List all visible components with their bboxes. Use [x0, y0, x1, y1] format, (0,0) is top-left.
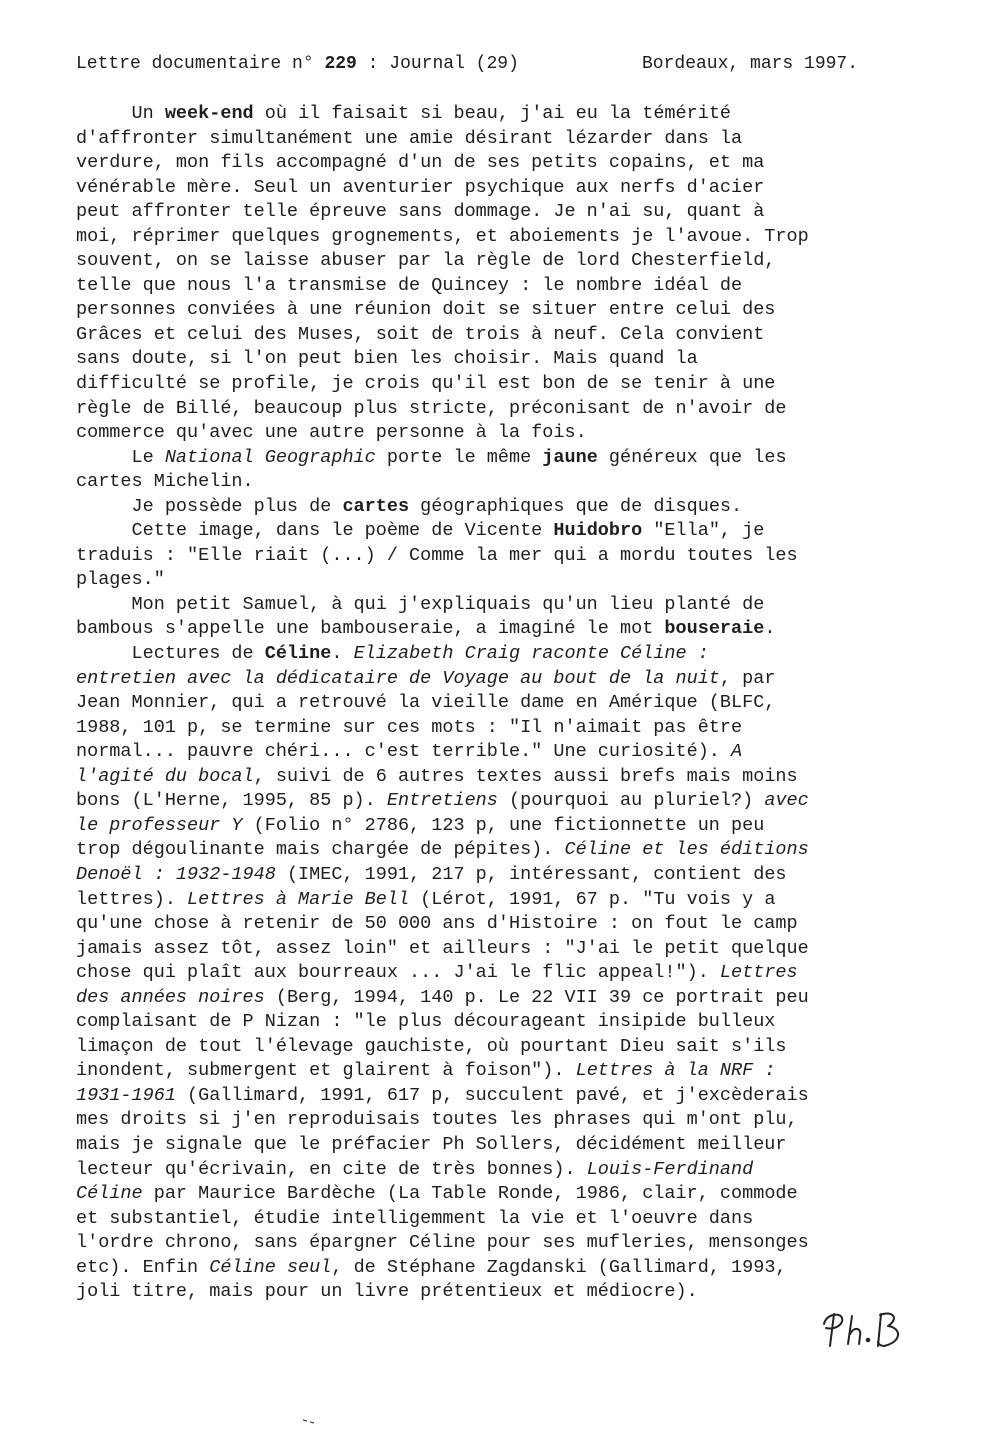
text-line	[76, 1231, 906, 1256]
text-span: Cette image, dans le poème de Vicente	[76, 520, 554, 542]
text-line	[76, 691, 906, 716]
text-span: inondent, submergent et glairent à foison").	[76, 1060, 576, 1082]
text-line	[76, 888, 906, 913]
italic-title: A	[731, 741, 743, 763]
text-line	[76, 1108, 906, 1133]
text-span: qu'une chose à retenir de 50 000 ans d'Histoire : on fout le camp	[76, 913, 798, 935]
stray-mark	[302, 1418, 316, 1424]
text-span: trop dégoulinante mais chargée de pépites).	[76, 839, 565, 861]
text-line	[76, 102, 906, 127]
bold-word: Huidobro	[553, 520, 643, 542]
text-line	[76, 1280, 906, 1305]
text-line	[76, 814, 906, 839]
text-span: verdure, mon fils accompagné d'un de ses petits copains, et ma	[76, 152, 765, 174]
text-span: "Ella", je	[642, 520, 765, 542]
text-span: (Berg, 1994, 140 p. Le 22 VII 39 ce portrait peu	[264, 986, 809, 1008]
text-span: etc). Enfin	[76, 1256, 210, 1278]
italic-title: le professeur Y	[76, 814, 243, 836]
text-line	[76, 421, 906, 446]
text-span: , par	[719, 667, 776, 689]
text-line	[76, 1133, 906, 1158]
header-place-date: Bordeaux, mars 1997.	[642, 54, 859, 74]
text-line	[76, 1059, 906, 1084]
italic-title: Céline seul	[209, 1256, 332, 1278]
text-span: Je possède plus de	[76, 495, 343, 517]
text-span: Jean Monnier, qui a retrouvé la vieille dame en Amérique (BLFC,	[76, 692, 776, 714]
bold-word: Céline	[264, 643, 332, 665]
text-span: et substantiel, étudie intelligemment la vie et l'oeuvre dans	[76, 1207, 754, 1229]
text-span: chose qui plaît aux bourreaux ... J'ai le flic appeal!").	[76, 962, 720, 984]
letter-body	[76, 102, 906, 1305]
text-line	[76, 446, 906, 471]
text-span: commerce qu'avec une autre personne à la fois.	[76, 422, 587, 444]
text-span: bons (L'Herne, 1995, 85 p).	[76, 790, 387, 812]
text-line	[76, 495, 906, 520]
text-line	[76, 1182, 906, 1207]
text-span: peut affronter telle épreuve sans dommage. Je n'ai su, quant à	[76, 201, 765, 223]
text-span: .	[764, 618, 776, 640]
text-line	[76, 838, 906, 863]
text-span: complaisant de P Nizan : "le plus décourageant insipide bulleux	[76, 1011, 776, 1033]
italic-title: Elizabeth Craig raconte Céline :	[353, 643, 709, 665]
text-span: souvent, on se laisse abuser par la règle de lord Chesterfield,	[76, 250, 776, 272]
text-span: sans doute, si l'on peut bien les choisir. Mais quand la	[76, 348, 698, 370]
italic-title: Lettres à Marie Bell	[187, 888, 410, 910]
text-span: mais je signale que le préfacier Ph Sollers, décidément meilleur	[76, 1133, 787, 1155]
text-span: telle que nous l'a transmise de Quincey : le nombre idéal de	[76, 274, 743, 296]
text-span: 1988, 101 p, se termine sur ces mots : "Il n'aimait pas être	[76, 716, 743, 738]
text-span: généreux que les	[597, 446, 787, 468]
italic-title: Céline et les éditions	[564, 839, 809, 861]
italic-title: Louis-Ferdinand	[586, 1158, 754, 1180]
text-span: (IMEC, 1991, 217 p, intéressant, contient des	[275, 863, 787, 885]
text-line	[76, 225, 906, 250]
bold-word: jaune	[542, 446, 598, 468]
text-line	[76, 740, 906, 765]
text-span: l'ordre chrono, sans épargner Céline pour ses mufleries, mensonges	[76, 1232, 809, 1254]
text-span: personnes conviées à une réunion doit se situer entre celui des	[76, 299, 776, 321]
text-span: jamais assez tôt, assez loin" et ailleurs : "J'ai le petit quelque	[76, 937, 809, 959]
text-line	[76, 274, 906, 299]
text-span: lecteur qu'écrivain, en cite de très bonnes).	[76, 1158, 587, 1180]
text-span: porte le même	[375, 446, 543, 468]
text-line	[76, 642, 906, 667]
text-line	[76, 200, 906, 225]
text-span: d'affronter simultanément une amie désirant lézarder dans la	[76, 127, 743, 149]
text-line	[76, 151, 906, 176]
text-line	[76, 789, 906, 814]
text-span: géographiques que de disques.	[409, 495, 743, 517]
text-span: moi, réprimer quelques grognements, et aboiements je l'avoue. Trop	[76, 225, 809, 247]
text-span: (Gallimard, 1991, 617 p, succulent pavé, et j'excèderais	[175, 1084, 809, 1106]
italic-title: avec	[764, 790, 809, 812]
text-span: Lectures de	[76, 643, 265, 665]
text-span: cartes Michelin.	[76, 471, 254, 493]
text-line	[76, 347, 906, 372]
text-line	[76, 1084, 906, 1109]
text-span: Mon petit Samuel, à qui j'expliquais qu'un lieu planté de	[76, 593, 765, 615]
text-line	[76, 937, 906, 962]
text-span: plages."	[76, 569, 165, 591]
text-span: Grâces et celui des Muses, soit de trois à neuf. Cela convient	[76, 323, 765, 345]
text-span: normal... pauvre chéri... c'est terrible." Une curiosité).	[76, 741, 732, 763]
text-line	[76, 519, 906, 544]
bold-word: bouseraie	[664, 618, 765, 640]
text-span: par Maurice Bardèche (La Table Ronde, 1986, clair, commode	[142, 1183, 798, 1205]
text-span: vénérable mère. Seul un aventurier psychique aux nerfs d'acier	[76, 176, 765, 198]
text-line	[76, 1010, 906, 1035]
text-line	[76, 323, 906, 348]
bold-word: cartes	[342, 495, 410, 517]
text-span: (Folio n° 2786, 123 p, une fictionnette un peu	[242, 814, 765, 836]
text-line	[76, 1256, 906, 1281]
text-line	[76, 912, 906, 937]
header-journal: : Journal (29)	[356, 54, 519, 74]
italic-title: Denoël : 1932-1948	[76, 863, 276, 885]
text-span: mes droits si j'en reproduisais toutes les phrases qui m'ont plu,	[76, 1109, 798, 1131]
text-span: (Lérot, 1991, 67 p. "Tu vois y a	[409, 888, 776, 910]
text-line	[76, 568, 906, 593]
text-line	[76, 470, 906, 495]
text-line	[76, 544, 906, 569]
text-span: lettres).	[76, 888, 188, 910]
text-span: , suivi de 6 autres textes aussi brefs mais moins	[253, 765, 798, 787]
text-line	[76, 298, 906, 323]
text-span: Un	[76, 103, 165, 124]
text-span: bambous s'appelle une bambouseraie, a imaginé le mot	[76, 618, 665, 640]
text-line	[76, 249, 906, 274]
italic-title: National Geographic	[164, 446, 376, 468]
letter-number: 229	[324, 54, 357, 74]
text-span: .	[331, 643, 354, 665]
italic-title: des années noires	[76, 986, 265, 1008]
text-line	[76, 372, 906, 397]
bold-word: week-end	[164, 103, 254, 124]
text-span: joli titre, mais pour un livre prétentieux et médiocre).	[76, 1281, 698, 1303]
italic-title: l'agité du bocal	[76, 765, 254, 787]
text-span: limaçon de tout l'élevage gauchiste, où pourtant Dieu sait s'ils	[76, 1035, 787, 1057]
text-span: règle de Billé, beaucoup plus stricte, préconisant de n'avoir de	[76, 397, 787, 419]
text-line	[76, 176, 906, 201]
text-span: Le	[76, 446, 165, 468]
text-line	[76, 127, 906, 152]
italic-title: Céline	[76, 1183, 143, 1205]
text-span: , de Stéphane Zagdanski (Gallimard, 1993,	[331, 1256, 787, 1278]
text-line	[76, 1035, 906, 1060]
header-left	[76, 52, 519, 76]
text-span: où il faisait si beau, j'ai eu la témérité	[253, 103, 732, 124]
text-line	[76, 716, 906, 741]
text-line	[76, 1158, 906, 1183]
italic-title: 1931-1961	[76, 1084, 176, 1106]
text-line	[76, 1207, 906, 1232]
text-line	[76, 765, 906, 790]
text-line	[76, 617, 906, 642]
text-line	[76, 961, 906, 986]
text-line	[76, 397, 906, 422]
text-span: (pourquoi au pluriel?)	[497, 790, 765, 812]
text-line	[76, 986, 906, 1011]
italic-title: Lettres	[719, 962, 798, 984]
header-prefix: Lettre documentaire n°	[76, 54, 325, 74]
text-span: traduis : "Elle riait (...) / Comme la mer qui a mordu toutes les	[76, 544, 798, 566]
handwritten-signature	[818, 1306, 908, 1350]
italic-title: entretien avec la dédicataire de Voyage au bout de la nuit	[76, 667, 720, 689]
text-line	[76, 593, 906, 618]
italic-title: Entretiens	[386, 790, 498, 812]
italic-title: Lettres à la NRF :	[575, 1060, 776, 1082]
text-line	[76, 863, 906, 888]
text-span: difficulté se profile, je crois qu'il est bon de se tenir à une	[76, 373, 776, 395]
text-line	[76, 667, 906, 692]
